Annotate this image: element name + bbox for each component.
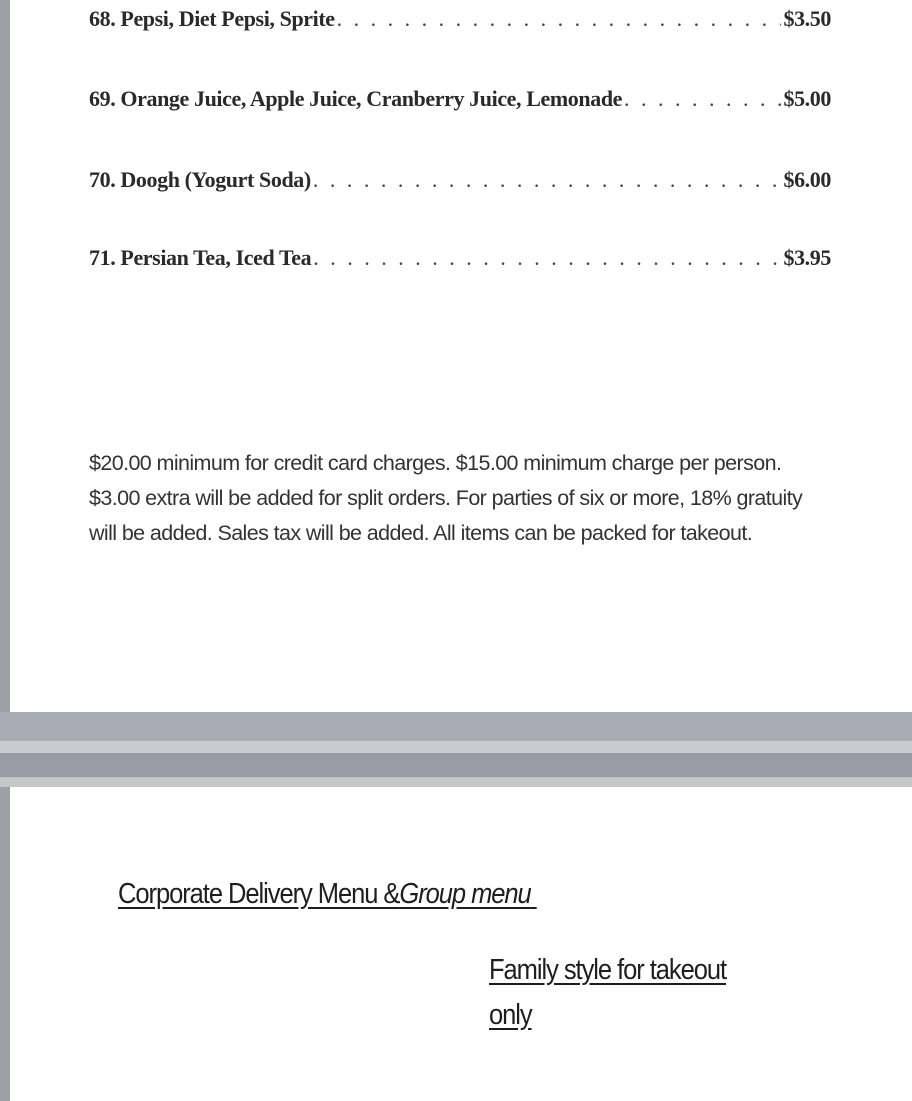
menu-item (89, 86, 831, 112)
policy-notice-line: will be added. Sales tax will be added. All items can be packed for takeout. (89, 521, 753, 545)
menu-item-name: 68. Pepsi, Diet Pepsi, Sprite (89, 6, 335, 31)
group-menu-text: Group menu (399, 878, 531, 910)
leader-dots (337, 6, 782, 32)
menu-item-price: $3.95 (783, 245, 831, 270)
policy-notice-line: $3.00 extra will be added for split orders. For parties of six or more, 18% gratuity (89, 486, 803, 510)
policy-notice (89, 446, 849, 551)
page-separator-band (0, 712, 912, 741)
leader-dots (313, 167, 782, 193)
family-style-line: only (489, 999, 532, 1031)
leader-dots (313, 245, 781, 271)
menu-page-bottom (10, 787, 912, 1101)
menu-item (89, 245, 831, 271)
menu-item-name: 70. Doogh (Yogurt Soda) (89, 167, 311, 192)
page-frame-left (0, 0, 10, 1101)
menu-item (89, 6, 831, 32)
page-separator-gap-lower (0, 777, 912, 787)
page-separator-band-lower (0, 753, 912, 777)
family-style-line: Family style for takeout (489, 954, 727, 986)
leader-dots (624, 86, 781, 112)
menu-item-price: $5.00 (783, 86, 831, 111)
menu-item-name: 69. Orange Juice, Apple Juice, Cranberry Juice, Lemonade (89, 86, 623, 111)
family-style-note (489, 948, 753, 1038)
menu-item-price: $3.50 (783, 6, 831, 31)
policy-notice-line: $20.00 minimum for credit card charges. $15.00 minimum charge per person. (89, 451, 782, 475)
menu-item (89, 167, 831, 193)
menu-item-name: 71. Persian Tea, Iced Tea (89, 245, 312, 270)
page-separator-gap (0, 741, 912, 753)
corporate-heading-text: Corporate Delivery Menu & (118, 878, 400, 910)
menu-item-price: $6.00 (783, 167, 831, 192)
corporate-menu-heading (118, 878, 537, 911)
